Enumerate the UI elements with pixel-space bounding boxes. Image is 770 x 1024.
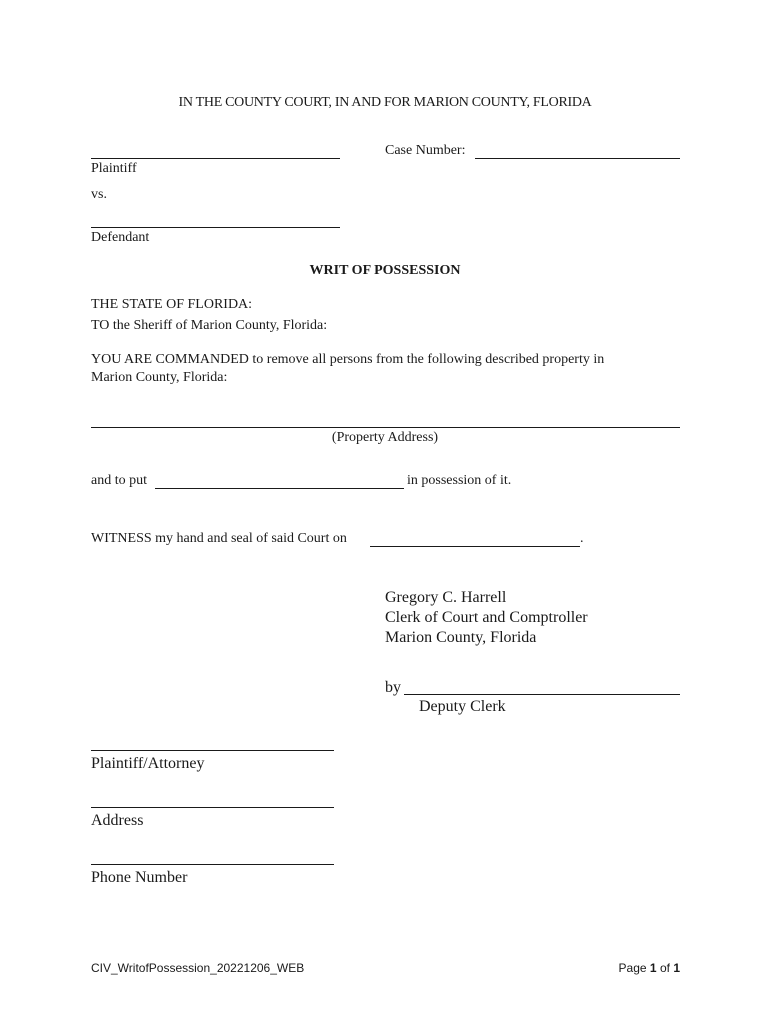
vs-label: vs. <box>91 187 107 202</box>
address-label: Address <box>91 812 144 829</box>
witness-suffix: . <box>580 531 584 546</box>
deputy-clerk-label: Deputy Clerk <box>419 698 506 715</box>
attorney-label: Plaintiff/Attorney <box>91 755 205 772</box>
state-line: THE STATE OF FLORIDA: <box>91 297 253 312</box>
phone-line[interactable] <box>91 864 334 865</box>
attorney-signature-line[interactable] <box>91 750 334 751</box>
witness-date-line[interactable] <box>370 546 580 547</box>
page-total: 1 <box>673 961 680 975</box>
page-prefix: Page <box>618 961 647 975</box>
defendant-label: Defendant <box>91 230 150 245</box>
case-number-label: Case Number: <box>385 143 466 158</box>
clerk-name: Gregory C. Harrell <box>385 589 507 606</box>
case-number-line[interactable] <box>475 158 680 159</box>
property-address-line[interactable] <box>91 427 680 428</box>
possession-prefix: and to put <box>91 473 147 488</box>
court-header: IN THE COUNTY COURT, IN AND FOR MARION COUNTY, FLORIDA <box>178 95 592 110</box>
clerk-county: Marion County, Florida <box>385 629 537 646</box>
possession-suffix: in possession of it. <box>407 473 512 488</box>
plaintiff-name-line[interactable] <box>91 158 340 159</box>
property-address-label: (Property Address) <box>331 430 439 445</box>
page-of: of <box>659 961 670 975</box>
command-line-2: Marion County, Florida: <box>91 370 228 385</box>
phone-label: Phone Number <box>91 869 188 886</box>
possession-party-line[interactable] <box>155 488 404 489</box>
witness-prefix: WITNESS my hand and seal of said Court on <box>91 531 347 546</box>
defendant-name-line[interactable] <box>91 227 340 228</box>
address-line[interactable] <box>91 807 334 808</box>
form-id: CIV_WritofPossession_20221206_WEB <box>91 961 305 975</box>
sheriff-line: TO the Sheriff of Marion County, Florida: <box>91 318 328 333</box>
deputy-signature-line[interactable] <box>404 694 680 695</box>
plaintiff-label: Plaintiff <box>91 161 137 176</box>
command-line-1: YOU ARE COMMANDED to remove all persons from the following described property in <box>91 352 605 367</box>
document-title: WRIT OF POSSESSION <box>309 263 461 278</box>
page-number <box>619 961 680 975</box>
page-current: 1 <box>649 961 657 975</box>
clerk-title: Clerk of Court and Comptroller <box>385 609 588 626</box>
by-label: by <box>385 679 401 696</box>
